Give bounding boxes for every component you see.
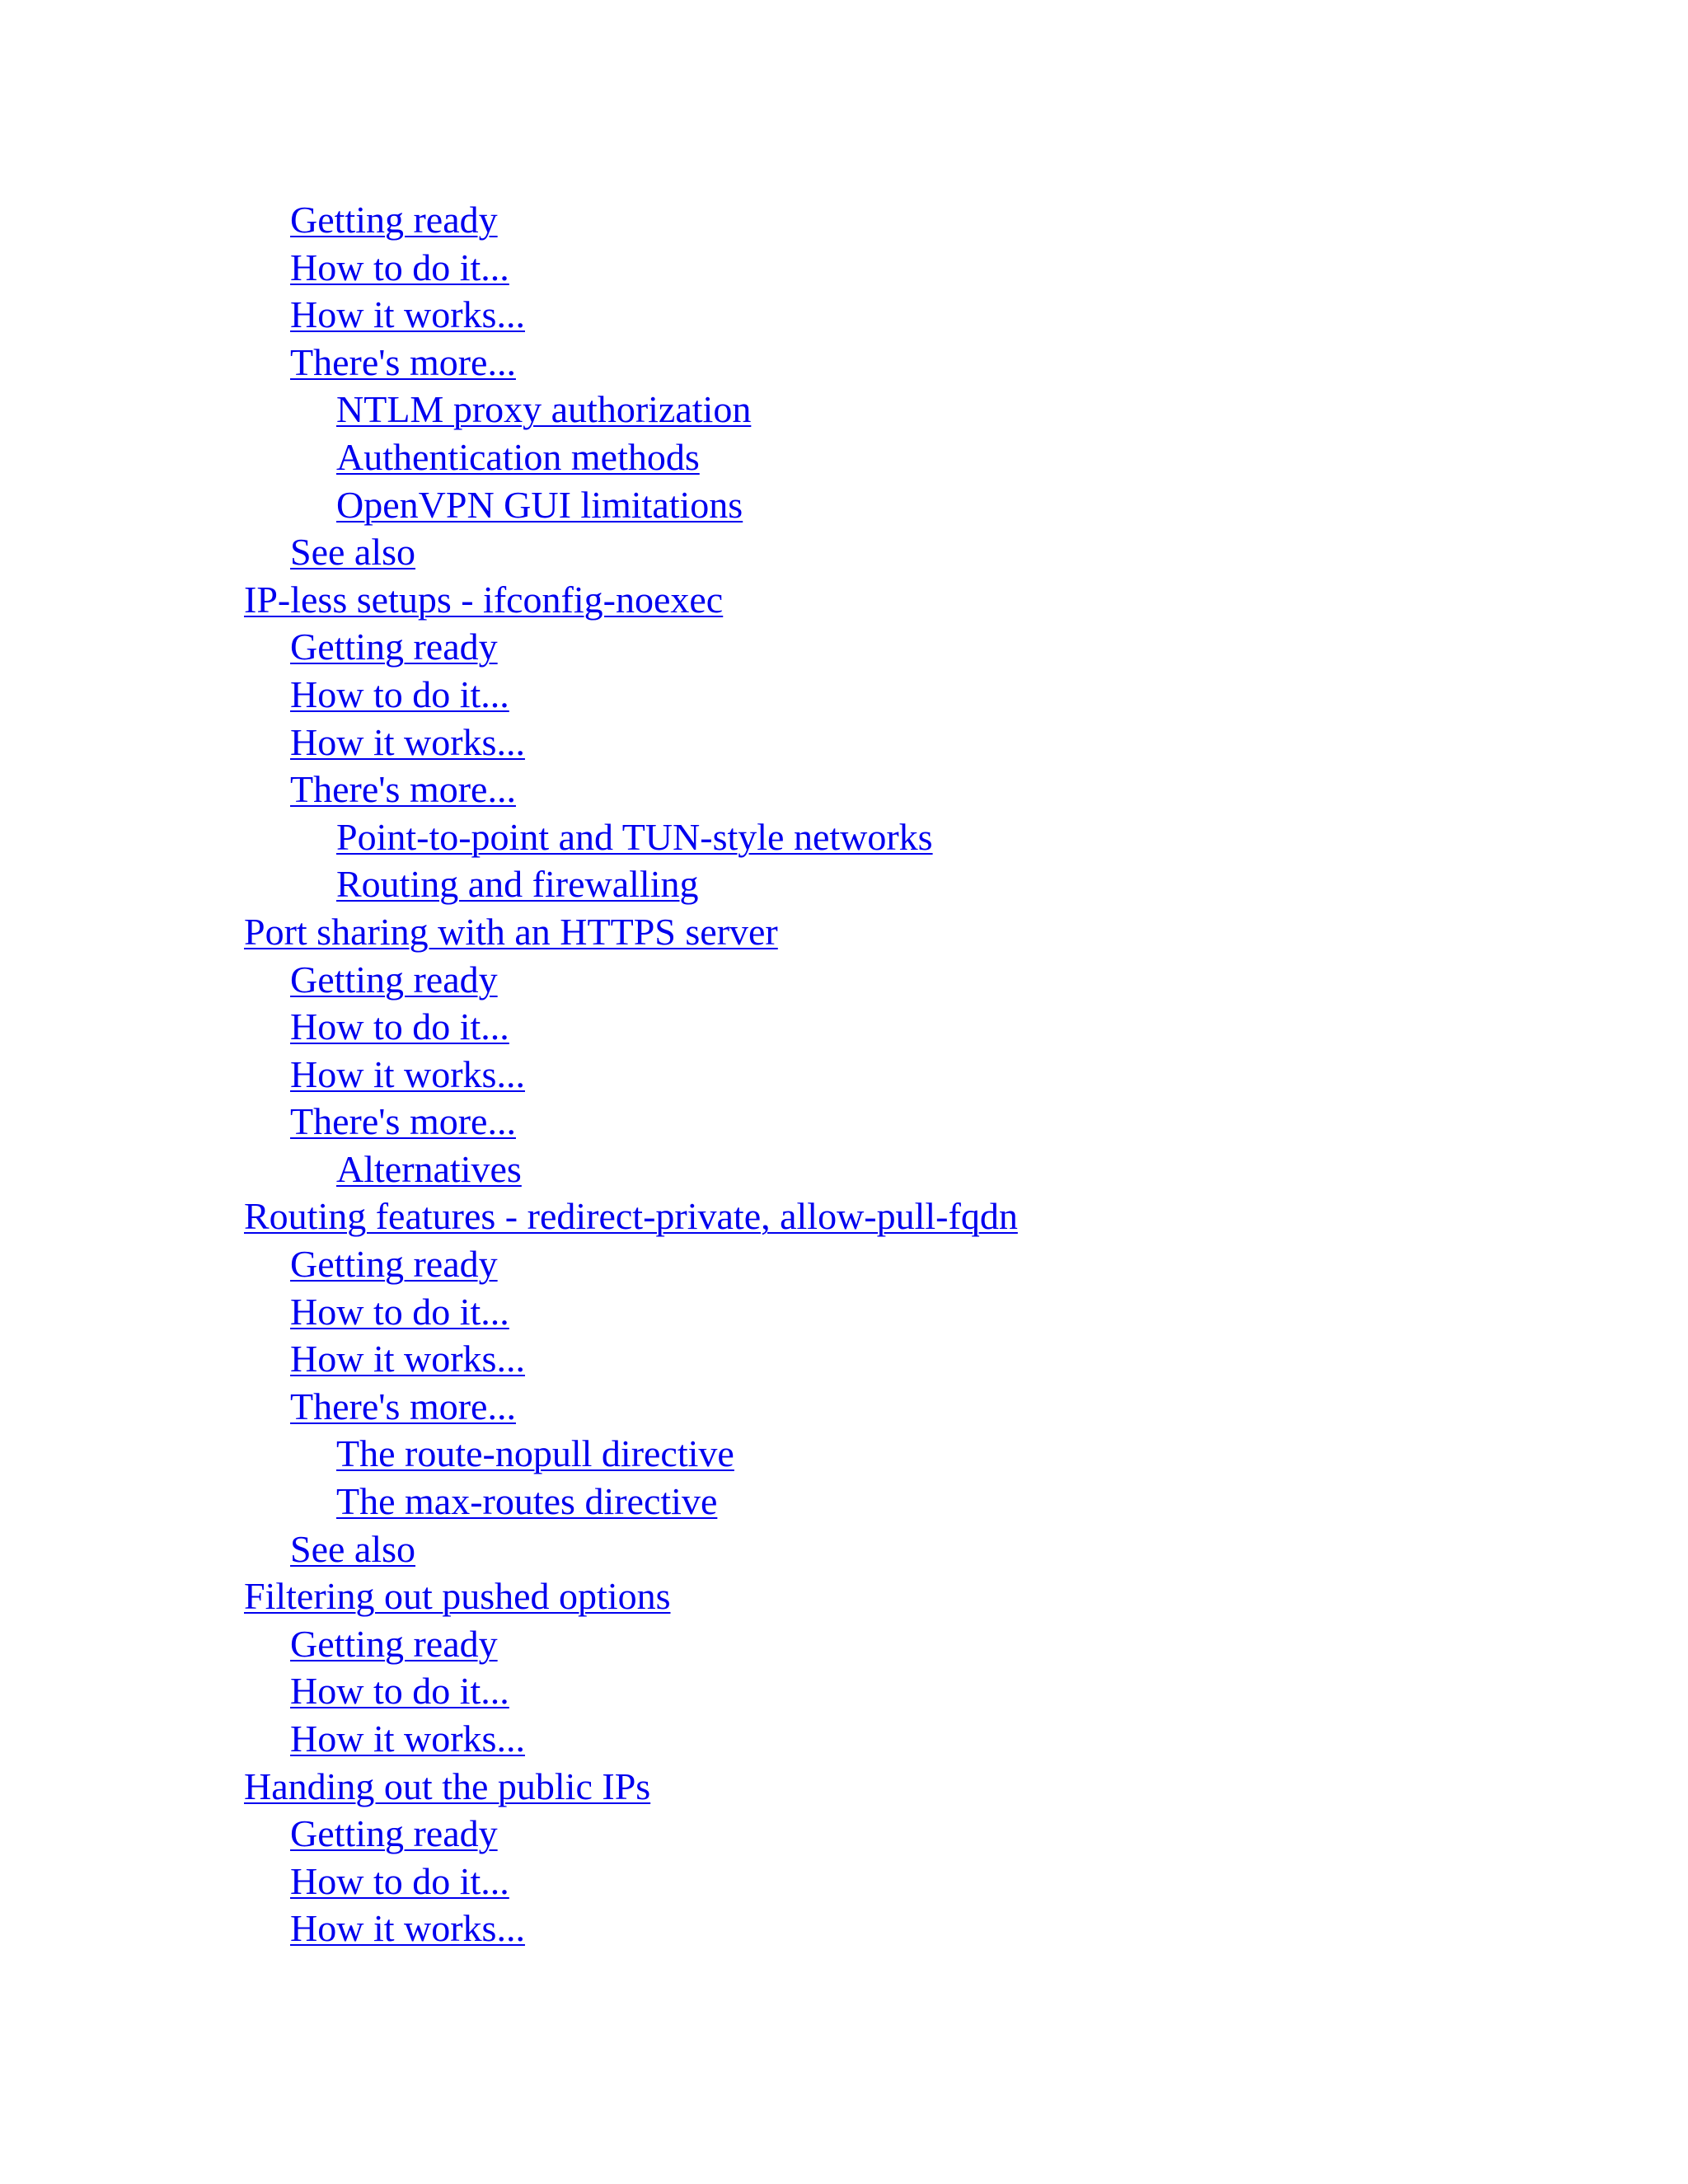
toc-entry-level-1	[244, 956, 1018, 1004]
toc-link[interactable]: How to do it...	[290, 1670, 509, 1713]
toc-entry-level-1	[244, 1526, 1018, 1573]
toc-link[interactable]: Point-to-point and TUN-style networks	[336, 815, 933, 858]
toc-link[interactable]: Getting ready	[290, 1622, 498, 1665]
toc-link[interactable]: There's more...	[290, 1100, 516, 1143]
toc-link[interactable]: Getting ready	[290, 626, 498, 668]
toc-link[interactable]: Handing out the public IPs	[244, 1765, 651, 1807]
toc-entry-level-1	[244, 1003, 1018, 1051]
toc-entry-level-1	[244, 719, 1018, 766]
toc-link[interactable]: Routing and firewalling	[336, 863, 699, 906]
toc-entry-level-1	[244, 1905, 1018, 1952]
toc-entry-level-2	[244, 1146, 1018, 1193]
toc-entry-level-1	[244, 1383, 1018, 1431]
toc-entry-level-1	[244, 1240, 1018, 1288]
toc-entry-level-2	[244, 481, 1018, 529]
toc-link[interactable]: How to do it...	[290, 246, 509, 288]
toc-entry-level-0	[244, 576, 1018, 624]
toc-link[interactable]: IP-less setups - ifconfig-noexec	[244, 578, 724, 621]
toc-link[interactable]: How it works...	[290, 720, 525, 763]
toc-link[interactable]: How it works...	[290, 293, 525, 336]
toc-link[interactable]: There's more...	[290, 1385, 516, 1427]
toc-link[interactable]: OpenVPN GUI limitations	[336, 483, 743, 526]
toc-entry-level-2	[244, 434, 1018, 481]
toc-link[interactable]: How to do it...	[290, 1005, 509, 1048]
toc-link[interactable]: Port sharing with an HTTPS server	[244, 910, 778, 953]
toc-link[interactable]: NTLM proxy authorization	[336, 388, 752, 431]
toc-link[interactable]: Authentication methods	[336, 435, 700, 478]
toc-link[interactable]: How to do it...	[290, 1859, 509, 1902]
toc-link[interactable]: Routing features - redirect-private, allow-pull-fqdn	[244, 1195, 1018, 1238]
toc-link[interactable]: How it works...	[290, 1907, 525, 1950]
toc-link[interactable]: Filtering out pushed options	[244, 1575, 671, 1618]
toc-entry-level-1	[244, 1858, 1018, 1905]
toc-entry-level-2	[244, 1430, 1018, 1478]
toc-entry-level-1	[244, 291, 1018, 339]
toc-entry-level-1	[244, 1051, 1018, 1099]
toc-entry-level-0	[244, 1763, 1018, 1811]
toc-link[interactable]: See also	[290, 1527, 416, 1570]
toc-link[interactable]: Getting ready	[290, 958, 498, 1001]
toc-link[interactable]: Getting ready	[290, 1243, 498, 1286]
toc-entry-level-1	[244, 1715, 1018, 1763]
toc-entry-level-1	[244, 1810, 1018, 1858]
toc-link[interactable]: The max-routes directive	[336, 1480, 718, 1523]
toc-link[interactable]: Alternatives	[336, 1147, 522, 1190]
table-of-contents	[244, 196, 1018, 1952]
toc-entry-level-2	[244, 813, 1018, 861]
toc-entry-level-1	[244, 1667, 1018, 1715]
toc-entry-level-1	[244, 1098, 1018, 1146]
toc-entry-level-2	[244, 860, 1018, 908]
toc-link[interactable]: See also	[290, 531, 416, 574]
toc-entry-level-1	[244, 339, 1018, 387]
toc-entry-level-2	[244, 386, 1018, 434]
toc-link[interactable]: How to do it...	[290, 1290, 509, 1333]
toc-entry-level-1	[244, 244, 1018, 292]
toc-entry-level-2	[244, 1478, 1018, 1526]
toc-link[interactable]: There's more...	[290, 768, 516, 811]
toc-entry-level-1	[244, 528, 1018, 576]
toc-entry-level-1	[244, 1288, 1018, 1336]
toc-entry-level-0	[244, 1572, 1018, 1620]
toc-link[interactable]: How it works...	[290, 1052, 525, 1095]
toc-entry-level-0	[244, 908, 1018, 956]
toc-entry-level-1	[244, 1335, 1018, 1383]
toc-link[interactable]: There's more...	[290, 340, 516, 383]
toc-entry-level-1	[244, 623, 1018, 671]
toc-entry-level-1	[244, 1620, 1018, 1668]
toc-entry-level-1	[244, 671, 1018, 719]
toc-link[interactable]: Getting ready	[290, 1812, 498, 1855]
toc-entry-level-1	[244, 196, 1018, 244]
toc-link[interactable]: How it works...	[290, 1718, 525, 1760]
toc-link[interactable]: Getting ready	[290, 199, 498, 241]
toc-link[interactable]: The route-nopull directive	[336, 1432, 734, 1475]
toc-link[interactable]: How to do it...	[290, 673, 509, 715]
toc-entry-level-0	[244, 1193, 1018, 1240]
toc-entry-level-1	[244, 766, 1018, 813]
toc-link[interactable]: How it works...	[290, 1338, 525, 1380]
